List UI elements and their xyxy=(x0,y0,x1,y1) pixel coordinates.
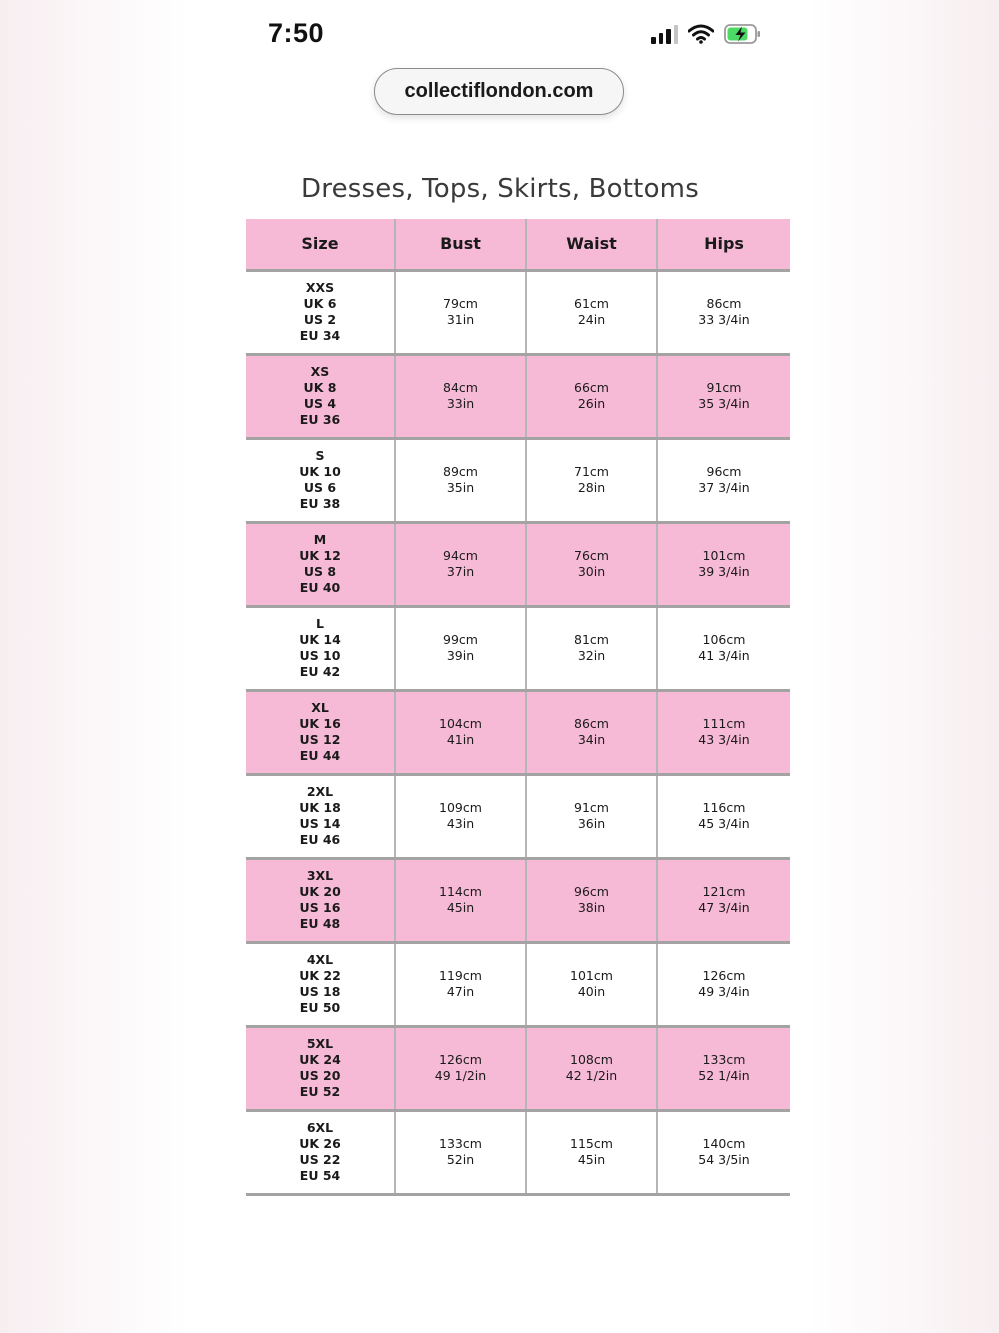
waist-cell: 61cm 24in xyxy=(526,270,657,354)
table-row xyxy=(246,438,790,522)
size-cell: XL UK 16 US 12 EU 44 xyxy=(246,690,395,774)
bust-cell: 89cm 35in xyxy=(395,438,526,522)
size-cell: 5XL UK 24 US 20 EU 52 xyxy=(246,1026,395,1110)
waist-cell: 96cm 38in xyxy=(526,858,657,942)
size-cell: 3XL UK 20 US 16 EU 48 xyxy=(246,858,395,942)
size-chart-table xyxy=(246,219,790,1196)
hips-cell: 126cm 49 3/4in xyxy=(657,942,790,1026)
hips-cell: 91cm 35 3/4in xyxy=(657,354,790,438)
table-row xyxy=(246,1110,790,1194)
hips-cell: 111cm 43 3/4in xyxy=(657,690,790,774)
waist-cell: 101cm 40in xyxy=(526,942,657,1026)
battery-charging-icon xyxy=(724,24,762,44)
header-bust: Bust xyxy=(395,219,526,270)
table-header-row xyxy=(246,219,790,270)
bust-cell: 114cm 45in xyxy=(395,858,526,942)
table-row xyxy=(246,942,790,1026)
waist-cell: 115cm 45in xyxy=(526,1110,657,1194)
status-icons xyxy=(651,24,762,44)
waist-cell: 71cm 28in xyxy=(526,438,657,522)
phone-screen xyxy=(192,0,808,1333)
header-waist: Waist xyxy=(526,219,657,270)
table-row xyxy=(246,774,790,858)
hips-cell: 140cm 54 3/5in xyxy=(657,1110,790,1194)
waist-cell: 76cm 30in xyxy=(526,522,657,606)
size-cell: 6XL UK 26 US 22 EU 54 xyxy=(246,1110,395,1194)
page-title: Dresses, Tops, Skirts, Bottoms xyxy=(301,174,699,204)
table-row xyxy=(246,690,790,774)
hips-cell: 133cm 52 1/4in xyxy=(657,1026,790,1110)
status-time: 7:50 xyxy=(268,18,325,48)
size-cell: L UK 14 US 10 EU 42 xyxy=(246,606,395,690)
size-cell: M UK 12 US 8 EU 40 xyxy=(246,522,395,606)
table-row xyxy=(246,858,790,942)
bust-cell: 109cm 43in xyxy=(395,774,526,858)
bust-cell: 79cm 31in xyxy=(395,270,526,354)
size-cell: 2XL UK 18 US 14 EU 46 xyxy=(246,774,395,858)
bust-cell: 126cm 49 1/2in xyxy=(395,1026,526,1110)
size-cell: XXS UK 6 US 2 EU 34 xyxy=(246,270,395,354)
table-row xyxy=(246,1026,790,1110)
waist-cell: 91cm 36in xyxy=(526,774,657,858)
waist-cell: 86cm 34in xyxy=(526,690,657,774)
table-row xyxy=(246,354,790,438)
hips-cell: 106cm 41 3/4in xyxy=(657,606,790,690)
bust-cell: 133cm 52in xyxy=(395,1110,526,1194)
size-cell: 4XL UK 22 US 18 EU 50 xyxy=(246,942,395,1026)
header-size: Size xyxy=(246,219,395,270)
waist-cell: 81cm 32in xyxy=(526,606,657,690)
table-row xyxy=(246,606,790,690)
waist-cell: 66cm 26in xyxy=(526,354,657,438)
hips-cell: 96cm 37 3/4in xyxy=(657,438,790,522)
hips-cell: 101cm 39 3/4in xyxy=(657,522,790,606)
bust-cell: 84cm 33in xyxy=(395,354,526,438)
address-bar[interactable]: collectiflondon.com xyxy=(374,68,624,115)
table-row xyxy=(246,522,790,606)
cellular-signal-icon xyxy=(651,24,678,44)
bust-cell: 104cm 41in xyxy=(395,690,526,774)
hips-cell: 116cm 45 3/4in xyxy=(657,774,790,858)
wifi-icon xyxy=(688,24,714,44)
bust-cell: 119cm 47in xyxy=(395,942,526,1026)
bust-cell: 94cm 37in xyxy=(395,522,526,606)
size-cell: S UK 10 US 6 EU 38 xyxy=(246,438,395,522)
bust-cell: 99cm 39in xyxy=(395,606,526,690)
waist-cell: 108cm 42 1/2in xyxy=(526,1026,657,1110)
size-cell: XS UK 8 US 4 EU 36 xyxy=(246,354,395,438)
hips-cell: 121cm 47 3/4in xyxy=(657,858,790,942)
header-hips: Hips xyxy=(657,219,790,270)
hips-cell: 86cm 33 3/4in xyxy=(657,270,790,354)
table-row xyxy=(246,270,790,354)
